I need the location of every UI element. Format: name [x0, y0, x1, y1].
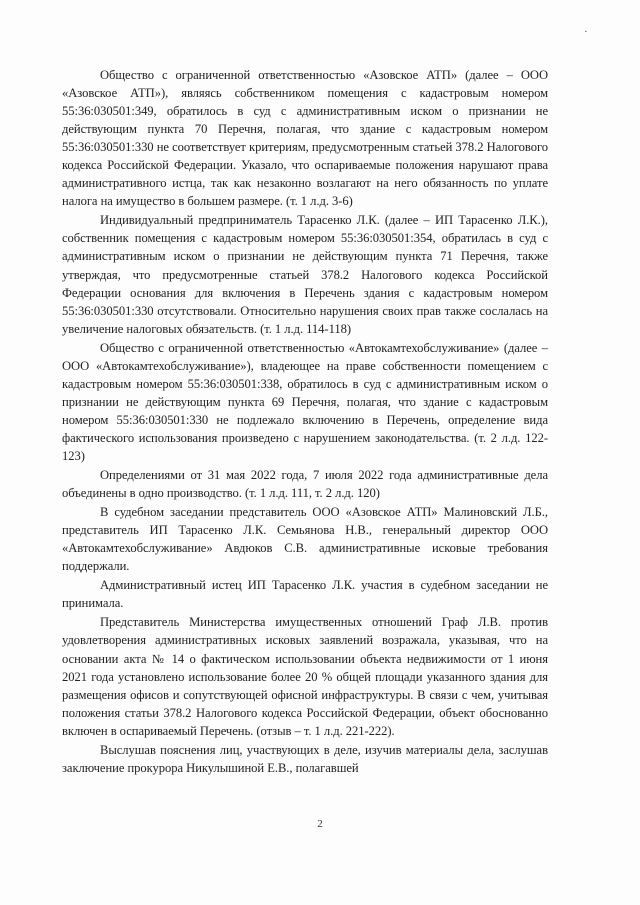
paragraph-tarasenko-absent: Административный истец ИП Тарасенко Л.К. участия в судебном заседании не принимала.	[62, 578, 548, 611]
paragraph-cases-merged: Определениями от 31 мая 2022 года, 7 июля 2022 года административные дела объединены в одно производство. (т. 1 л.д. 111, т. 2 л.д. 120)	[62, 468, 548, 501]
page-number: 2	[317, 818, 323, 830]
corner-mark: ·	[584, 26, 588, 38]
paragraph-avtokamtekh-claim: Общество с ограниченной ответственностью «Автокамтехобслуживание» (далее – ООО «Автокамтехобслуживание»), владеющее на праве собственности помещением с кадастровым номером 55:36:030501:338, обратилось в суд с административным иском о признании не действующим пункта 69 Перечня, полагая, что здание с кадастровым номером 55:36:030501:330 не подлежало включению в Перечень, определение вида фактического использования произведено с нарушением законодательства. (т. 2 л.д. 122-123)	[62, 340, 548, 463]
paragraph-court-conclusion: Выслушав пояснения лиц, участвующих в деле, изучив материалы дела, заслушав заключение прокурора Никулышиной Е.В., полагавшей	[62, 742, 548, 775]
paragraph-tarasenko-claim: Индивидуальный предприниматель Тарасенко Л.К. (далее – ИП Тарасенко Л.К.), собственник помещения с кадастровым номером 55:36:030501:354, обратилась в суд с административным иском о признании не действующим пункта 71 Перечня, также утверждая, что предусмотренные статьей 378.2 Налогового кодекса Российской Федерации основания для включения в Перечень здания с кадастровым номером 55:36:030501:330 отсутствовали. Относительно нарушения своих прав также сослалась на увеличение налоговых обязательств. (т. 1 л.д. 114-118)	[62, 213, 548, 336]
document-body	[62, 66, 548, 777]
paragraph-azovskoe-atp-claim: Общество с ограниченной ответственностью «Азовское АТП» (далее – ООО «Азовское АТП»), являясь собственником помещения с кадастровым номером 55:36:030501:349, обратилось в суд с административным иском о признании не действующим пункта 70 Перечня, полагая, что здание с кадастровым номером 55:36:030501:330 не соответствует критериям, предусмотренным статьей 378.2 Налогового кодекса Российской Федерации. Указало, что оспариваемые положения нарушают права административного истца, так как незаконно возлагают на него обязанность по уплате налога на имущество в большем размере. (т. 1 л.д. 3-6)	[62, 68, 548, 209]
paragraph-hearing-representatives: В судебном заседании представитель ООО «Азовское АТП» Малиновский Л.Б., представитель ИП Тарасенко Л.К. Семьянова Н.В., генеральный директор ООО «Автокамтехобслуживание» Авдюков С.В. административные исковые требования поддержали.	[62, 505, 548, 574]
paragraph-ministry-objection: Представитель Министерства имущественных отношений Граф Л.В. против удовлетворения административных исковых заявлений возражала, указывая, что на основании акта № 14 о фактическом использовании объекта недвижимости от 1 июня 2021 года установлено использование более 20 % общей площади указанного здания для размещения офисов и сопутствующей офисной инфраструктуры. В связи с чем, учитывая положения статьи 378.2 Налогового кодекса Российской Федерации, объект обоснованно включен в оспариваемый Перечень. (отзыв – т. 1 л.д. 221-222).	[62, 615, 548, 738]
